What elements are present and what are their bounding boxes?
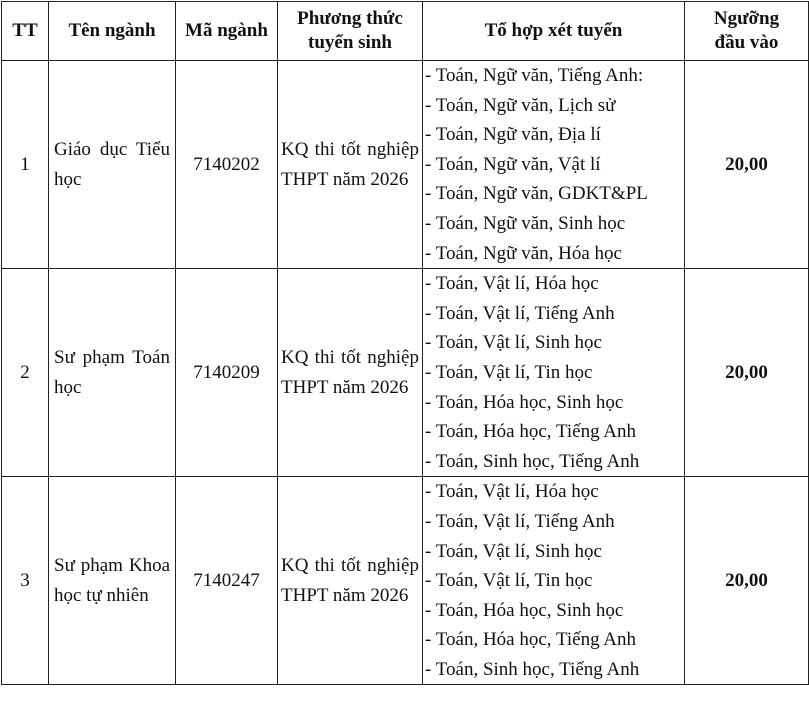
subject-combination-item: - Toán, Vật lí, Sinh học	[425, 540, 602, 562]
subject-combination-item: - Toán, Vật lí, Hóa học	[425, 273, 599, 295]
major-code: 7140202	[176, 61, 278, 269]
subject-combination-item: - Toán, Hóa học, Tiếng Anh	[425, 421, 637, 443]
table-row	[2, 477, 809, 685]
subject-combination-item: - Toán, Vật lí, Tiếng Anh	[425, 302, 615, 324]
row-number: 3	[2, 477, 49, 685]
subject-combination-item: - Toán, Ngữ văn, GDKT&PL	[425, 183, 648, 205]
subject-combination-item: - Toán, Vật lí, Tin học	[425, 361, 593, 383]
subject-combination-item: - Toán, Ngữ văn, Lịch sử	[425, 94, 616, 116]
subject-combination-item: - Toán, Ngữ văn, Tiếng Anh:	[425, 65, 644, 86]
entry-threshold: 20,00	[685, 269, 809, 477]
major-code: 7140209	[176, 269, 278, 477]
subject-combination-item: - Toán, Hóa học, Sinh học	[425, 599, 624, 621]
subject-combination-item: - Toán, Sinh học, Tiếng Anh	[425, 450, 640, 472]
table-body	[2, 61, 809, 685]
header-major-code: Mã ngành	[176, 2, 278, 61]
header-tt: TT	[2, 2, 49, 61]
entry-threshold: 20,00	[685, 477, 809, 685]
subject-combination-item: - Toán, Ngữ văn, Địa lí	[425, 124, 601, 146]
admission-method: KQ thi tốt nghiệp THPT năm 2026	[278, 61, 423, 269]
header-threshold: Ngưỡng đầu vào	[685, 2, 809, 61]
subject-combination-item: - Toán, Vật lí, Sinh học	[425, 332, 602, 354]
header-admission-method: Phương thức tuyển sinh	[278, 2, 423, 61]
header-major-name: Tên ngành	[49, 2, 176, 61]
major-name: Sư phạm Toán học	[49, 269, 176, 477]
major-name: Giáo dục Tiểu học	[49, 61, 176, 269]
major-name: Sư phạm Khoa học tự nhiên	[49, 477, 176, 685]
header-subject-combinations: Tổ hợp xét tuyển	[423, 2, 685, 61]
row-number: 2	[2, 269, 49, 477]
admission-method: KQ thi tốt nghiệp THPT năm 2026	[278, 269, 423, 477]
table-row	[2, 269, 809, 477]
subject-combination-item: - Toán, Hóa học, Tiếng Anh	[425, 629, 637, 651]
subject-combination-item: - Toán, Ngữ văn, Sinh học	[425, 212, 626, 234]
header-row	[2, 2, 809, 61]
subject-combination-item: - Toán, Vật lí, Tin học	[425, 570, 593, 592]
subject-combination-item: - Toán, Hóa học, Sinh học	[425, 391, 624, 413]
entry-threshold: 20,00	[685, 61, 809, 269]
subject-combination-item: - Toán, Vật lí, Tiếng Anh	[425, 510, 615, 532]
admission-table	[1, 1, 809, 685]
subject-combinations	[423, 477, 685, 685]
subject-combinations	[423, 269, 685, 477]
subject-combination-item: - Toán, Vật lí, Hóa học	[425, 481, 599, 503]
subject-combination-item: - Toán, Ngữ văn, Hóa học	[425, 242, 622, 264]
subject-combination-item: - Toán, Sinh học, Tiếng Anh	[425, 658, 640, 680]
table-row	[2, 61, 809, 269]
subject-combination-item: - Toán, Ngữ văn, Vật lí	[425, 153, 601, 175]
admission-method: KQ thi tốt nghiệp THPT năm 2026	[278, 477, 423, 685]
row-number: 1	[2, 61, 49, 269]
major-code: 7140247	[176, 477, 278, 685]
subject-combinations	[423, 61, 685, 269]
